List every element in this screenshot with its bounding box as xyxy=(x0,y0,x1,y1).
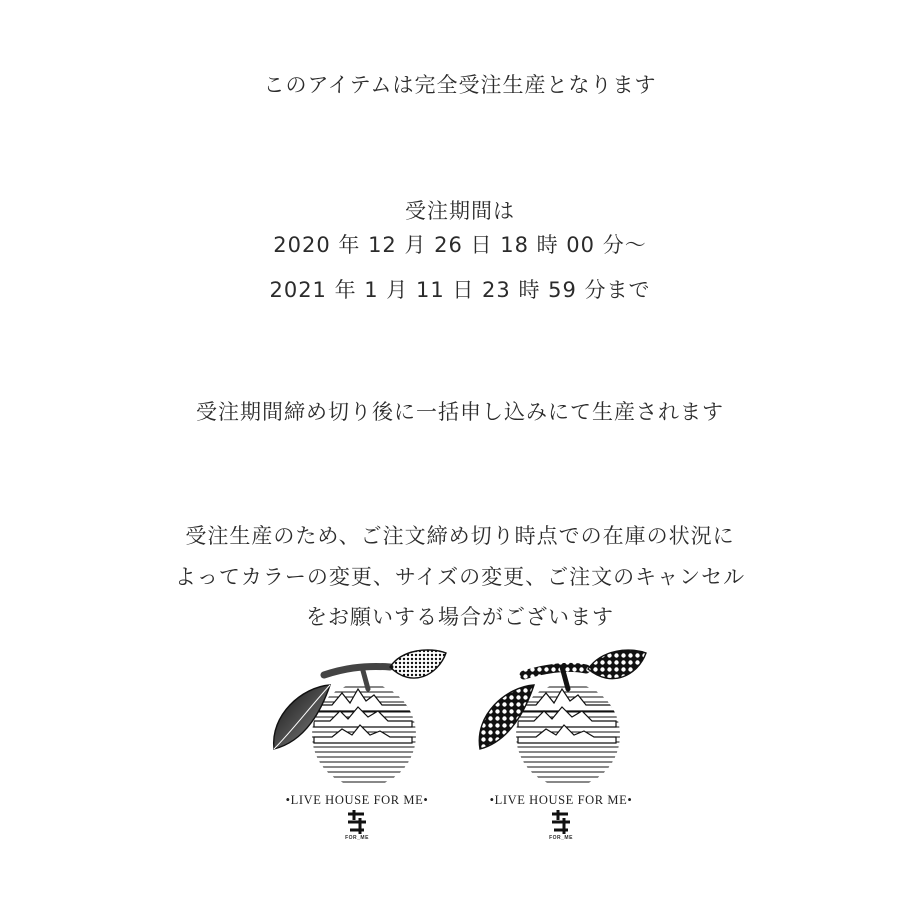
notice-title: このアイテムは完全受注生産となります xyxy=(263,73,657,97)
forme-logo-icon xyxy=(344,808,370,838)
design-polka-dot-apple xyxy=(466,645,656,845)
caution-line-3: をお願いする場合がございます xyxy=(306,605,614,629)
caution-line-1: 受注生産のため、ご注文締め切り時点での在庫の状況に xyxy=(185,524,735,548)
design-caption: •LIVE HOUSE FOR ME• xyxy=(489,793,633,807)
design-halftone-apple xyxy=(262,645,452,845)
leaf-shape xyxy=(390,650,446,678)
batch-production-note: 受注期間締め切り後に一括申し込みにて生産されます xyxy=(196,400,724,424)
brand-text: FOR_ME xyxy=(549,835,573,841)
forme-logo-icon xyxy=(548,808,574,838)
brand-text: FOR_ME xyxy=(345,835,369,841)
order-period-end: 2021 年 1 月 11 日 23 時 59 分まで xyxy=(269,278,651,302)
design-caption: •LIVE HOUSE FOR ME• xyxy=(285,793,429,807)
order-period-start: 2020 年 12 月 26 日 18 時 00 分〜 xyxy=(273,233,647,257)
polka-dot-apple-artwork xyxy=(466,645,656,795)
order-period-heading: 受注期間は xyxy=(405,199,515,223)
leaf-shape xyxy=(588,650,646,679)
caution-line-2: よってカラーの変更、サイズの変更、ご注文のキャンセル xyxy=(174,565,746,589)
halftone-apple-artwork xyxy=(262,645,452,795)
